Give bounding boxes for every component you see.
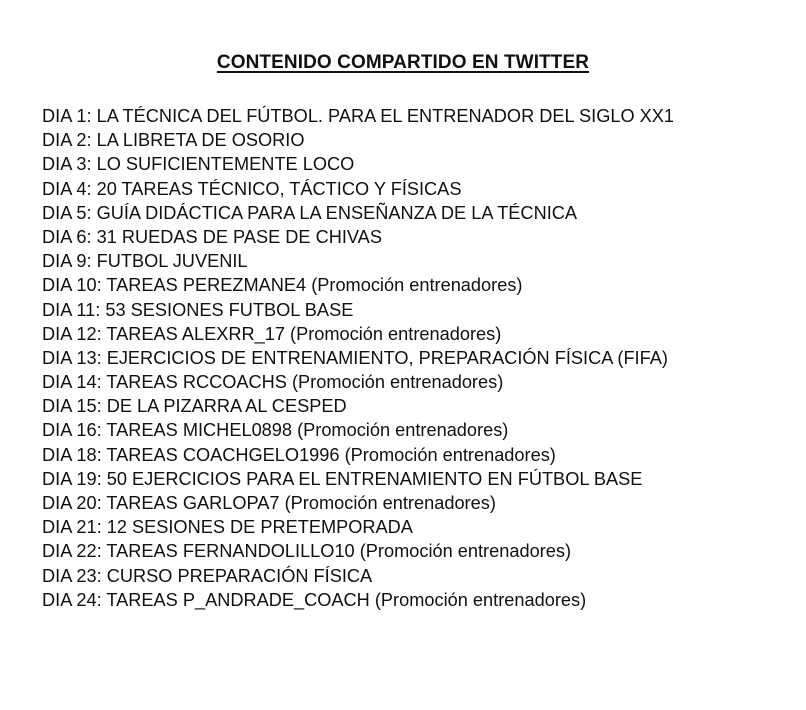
list-item: DIA 14: TAREAS RCCOACHS (Promoción entrenadores) bbox=[42, 372, 504, 393]
list-item: DIA 18: TAREAS COACHGELO1996 (Promoción entrenadores) bbox=[42, 444, 556, 465]
list-item: DIA 15: DE LA PIZARRA AL CESPED bbox=[42, 396, 347, 417]
document-title-text: CONTENIDO COMPARTIDO EN TWITTER bbox=[216, 52, 590, 73]
list-item: DIA 16: TAREAS MICHEL0898 (Promoción entrenadores) bbox=[42, 420, 509, 441]
list-item: DIA 10: TAREAS PEREZMANE4 (Promoción entrenadores) bbox=[42, 275, 523, 296]
list-item: DIA 22: TAREAS FERNANDOLILLO10 (Promoción entrenadores) bbox=[42, 541, 572, 562]
list-item: DIA 19: 50 EJERCICIOS PARA EL ENTRENAMIENTO EN FÚTBOL BASE bbox=[42, 468, 643, 489]
list-item: DIA 23: CURSO PREPARACIÓN FÍSICA bbox=[42, 565, 373, 586]
list-item: DIA 12: TAREAS ALEXRR_17 (Promoción entrenadores) bbox=[42, 323, 502, 344]
list-item: DIA 11: 53 SESIONES FUTBOL BASE bbox=[42, 299, 354, 320]
list-item: DIA 9: FUTBOL JUVENIL bbox=[42, 251, 248, 272]
list-item: DIA 3: LO SUFICIENTEMENTE LOCO bbox=[42, 154, 355, 175]
list-item: DIA 6: 31 RUEDAS DE PASE DE CHIVAS bbox=[42, 226, 382, 247]
list-item: DIA 13: EJERCICIOS DE ENTRENAMIENTO, PREPARACIÓN FÍSICA (FIFA) bbox=[42, 347, 668, 368]
list-item: DIA 4: 20 TAREAS TÉCNICO, TÁCTICO Y FÍSICAS bbox=[42, 178, 462, 199]
list-item: DIA 1: LA TÉCNICA DEL FÚTBOL. PARA EL ENTRENADOR DEL SIGLO XX1 bbox=[42, 106, 675, 126]
list-item: DIA 21: 12 SESIONES DE PRETEMPORADA bbox=[42, 517, 413, 538]
document-title bbox=[0, 52, 806, 74]
entries-list bbox=[42, 104, 802, 612]
list-item: DIA 5: GUÍA DIDÁCTICA PARA LA ENSEÑANZA DE LA TÉCNICA bbox=[42, 202, 578, 223]
list-item: DIA 20: TAREAS GARLOPA7 (Promoción entrenadores) bbox=[42, 493, 496, 513]
list-item: DIA 2: LA LIBRETA DE OSORIO bbox=[42, 130, 305, 151]
list-item: DIA 24: TAREAS P_ANDRADE_COACH (Promoción entrenadores) bbox=[42, 589, 587, 610]
